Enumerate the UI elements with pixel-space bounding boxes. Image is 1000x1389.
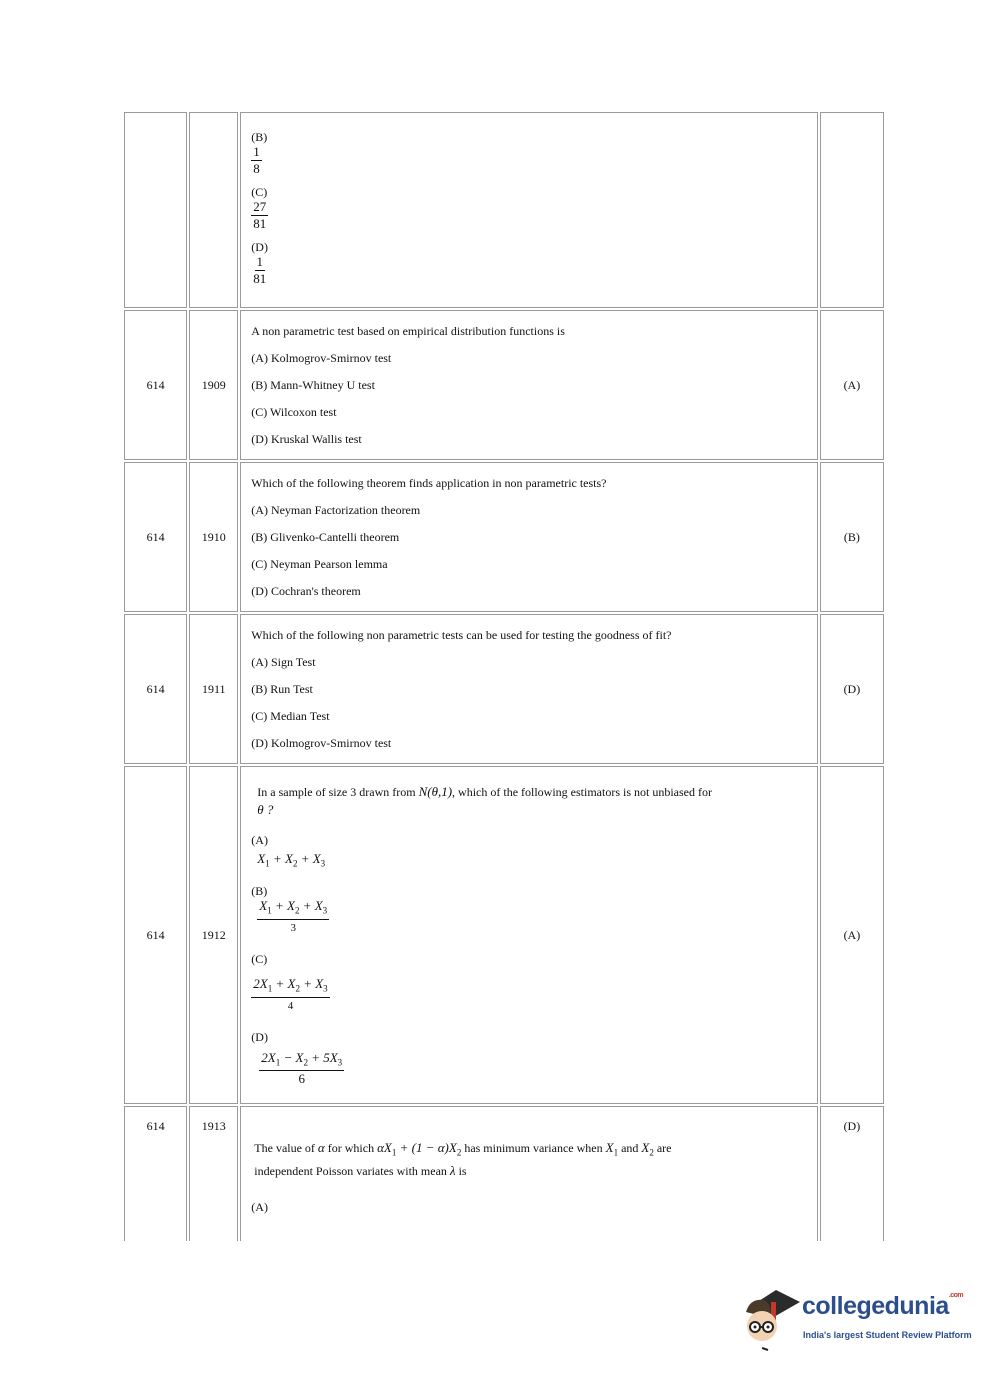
code-cell: 614 — [124, 310, 187, 460]
option: (B) Run Test — [251, 682, 313, 696]
mascot-icon — [742, 1284, 802, 1354]
id-cell — [189, 112, 238, 308]
table-row — [124, 112, 884, 308]
answer-cell: (A) — [820, 310, 884, 460]
option: (C) Neyman Pearson lemma — [251, 557, 388, 571]
question-text: In a sample of size 3 drawn from N(θ,1), which of the following estimators is not unbiased for θ ? — [257, 783, 712, 817]
question-text: Which of the following non parametric tests can be used for testing the goodness of fit? — [251, 628, 672, 642]
table-row — [124, 614, 884, 764]
option: (C) Median Test — [251, 709, 330, 723]
id-cell: 1913 — [189, 1106, 238, 1241]
id-cell: 1912 — [189, 766, 238, 1104]
table-row — [124, 462, 884, 612]
fraction: $\frac{1}{81}$ — [253, 253, 267, 286]
option: (A) $X_1 + X_2 + X_3$ — [251, 832, 326, 869]
code-cell — [124, 112, 187, 308]
question-text: Which of the following theorem finds application in non parametric tests? — [251, 476, 607, 490]
code-cell: 614 — [124, 766, 187, 1104]
option: (C) $\frac{2X_1 + X_2 + X_3}{4}$ — [251, 952, 328, 1012]
option: (A) — [251, 1199, 268, 1214]
table-row — [124, 310, 884, 460]
option: (A) Kolmogrov-Smirnov test — [251, 351, 392, 365]
option: (D) Kolmogrov-Smirnov test — [251, 736, 392, 750]
question-cell — [240, 462, 818, 612]
fraction: $\frac{1}{8}$ — [253, 143, 260, 176]
question-cell — [240, 112, 818, 308]
option-label: (B) — [251, 129, 268, 144]
option-label: (D) — [251, 239, 268, 254]
question-table — [122, 110, 886, 1241]
table-row — [124, 1106, 884, 1241]
option: (B) Glivenko-Cantelli theorem — [251, 530, 400, 544]
option: (A) Neyman Factorization theorem — [251, 503, 421, 517]
answer-cell: (D) — [820, 614, 884, 764]
question-cell — [240, 1106, 818, 1241]
code-cell: 614 — [124, 1106, 187, 1241]
id-cell: 1911 — [189, 614, 238, 764]
question-cell — [240, 766, 818, 1104]
question-cell — [240, 614, 818, 764]
fraction: $\frac{27}{81}$ — [253, 198, 267, 231]
question-table-page — [122, 110, 886, 1241]
id-cell: 1909 — [189, 310, 238, 460]
code-cell: 614 — [124, 462, 187, 612]
collegedunia-logo — [742, 1284, 972, 1354]
option: (A) Sign Test — [251, 655, 316, 669]
answer-cell: (D) — [820, 1106, 884, 1241]
option: (D) Cochran's theorem — [251, 584, 361, 598]
option: (C) Wilcoxon test — [251, 405, 337, 419]
option: (B) $\frac{X_1 + X_2 + X_3}{3}$ — [251, 884, 328, 934]
answer-cell: (A) — [820, 766, 884, 1104]
id-cell: 1910 — [189, 462, 238, 612]
table-row — [124, 766, 884, 1104]
logo-tagline: India's largest Student Review Platform — [803, 1330, 972, 1340]
answer-cell: (B) — [820, 462, 884, 612]
logo-wordmark: collegedunia$^{.com}$ — [802, 1292, 964, 1320]
option: (B) Mann-Whitney U test — [251, 378, 375, 392]
option: (D) Kruskal Wallis test — [251, 432, 362, 446]
question-text: A non parametric test based on empirical distribution functions is — [251, 324, 565, 338]
option-label: (C) — [251, 184, 268, 199]
answer-cell — [820, 112, 884, 308]
question-text: The value of α for which $\alpha X_1 + (1 - \alpha)X_2$ has minimum variance when $X_1$ and $X_2$ are independent Poisson variates with mean λ is — [254, 1140, 672, 1178]
code-cell: 614 — [124, 614, 187, 764]
option: (D) $\frac{2X_1 - X_2 + 5X_3}{6}$ — [251, 1029, 343, 1087]
question-cell — [240, 310, 818, 460]
